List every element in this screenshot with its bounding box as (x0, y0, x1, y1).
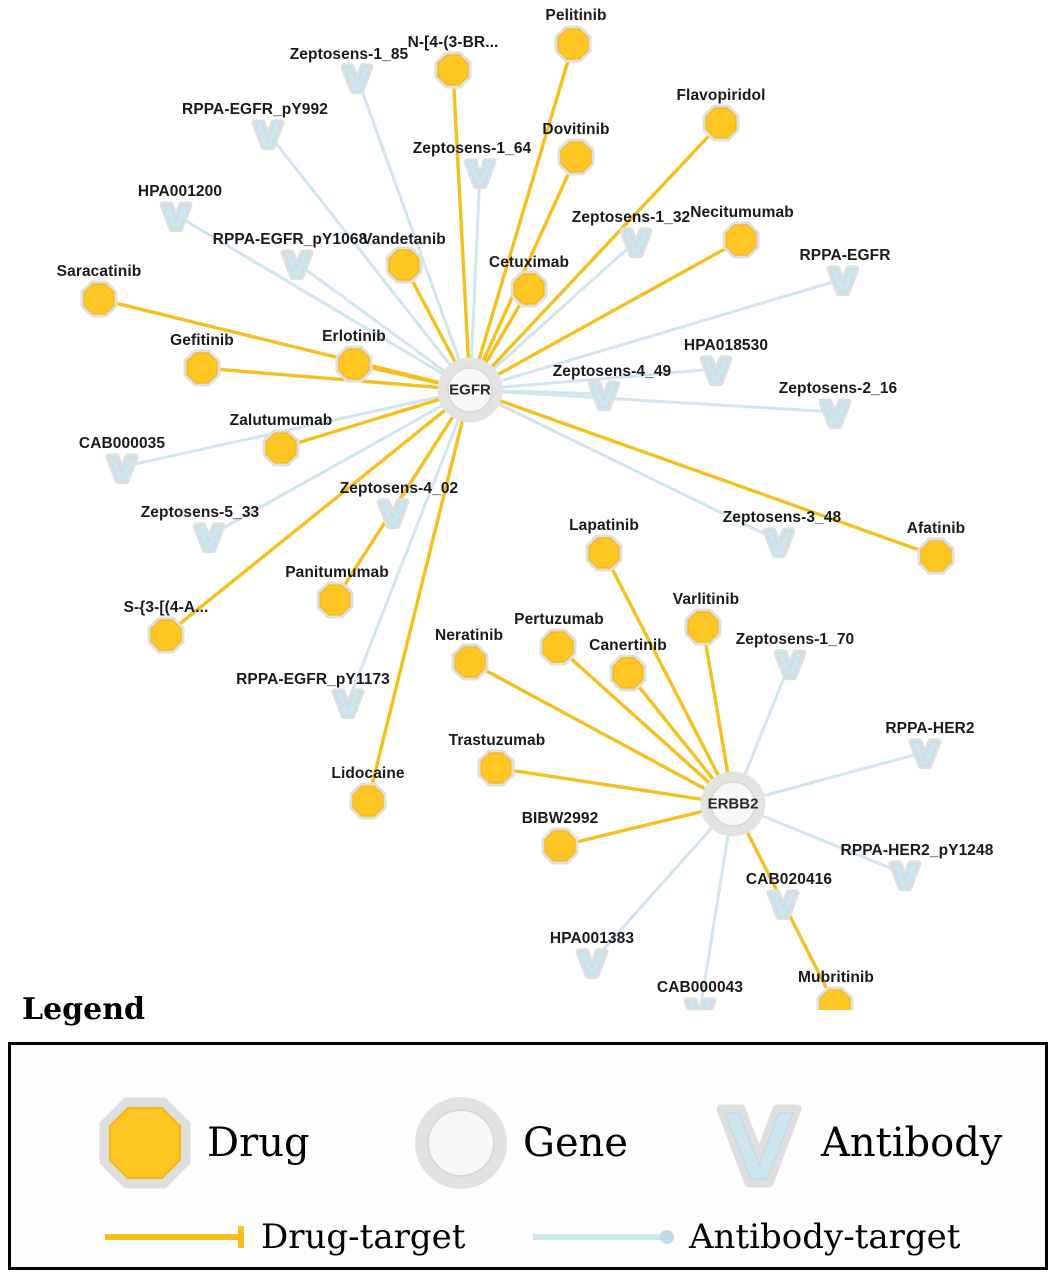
drug-label: Afatinib (906, 520, 966, 537)
drug-label: Mubritinib (798, 969, 874, 986)
drug-target-edge (470, 44, 573, 390)
drug-label: S-{3-[(4-A... (123, 599, 209, 616)
drug-label: Pertuzumab (514, 611, 604, 628)
drug-node[interactable] (84, 284, 114, 314)
drug-node[interactable] (187, 353, 217, 383)
legend-item-drug-target (103, 1217, 465, 1257)
gene-circle-icon (413, 1095, 509, 1191)
drug-label: Lidocaine (331, 765, 405, 782)
antibody-node[interactable] (163, 205, 189, 229)
drug-node[interactable] (389, 250, 419, 280)
antibody-node[interactable] (830, 269, 856, 293)
drug-node[interactable] (820, 990, 850, 1010)
drug-label: Dovitinib (542, 121, 610, 138)
drug-label: Gefitinib (170, 332, 234, 349)
antibody-node[interactable] (284, 253, 310, 277)
drug-node[interactable] (266, 433, 296, 463)
antibody-target-edge-icon (531, 1222, 681, 1252)
drug-target-edge (453, 70, 470, 390)
antibody-label: RPPA-HER2_pY1248 (840, 842, 994, 859)
gene-label: ERBB2 (707, 795, 759, 813)
drug-node[interactable] (921, 541, 951, 571)
drug-node[interactable] (589, 538, 619, 568)
antibody-label: HPA001200 (137, 183, 223, 200)
antibody-label: RPPA-EGFR_pY992 (182, 101, 328, 118)
gene-label: EGFR (449, 381, 491, 399)
drug-label: Lapatinib (569, 517, 639, 534)
drug-target-edge-icon (103, 1222, 253, 1252)
drug-node[interactable] (514, 274, 544, 304)
drug-node[interactable] (613, 658, 643, 688)
antibody-node[interactable] (109, 457, 135, 481)
drug-label: Cetuximab (488, 254, 570, 271)
legend-label-antibody: Antibody (821, 1120, 1003, 1166)
legend-item-gene (413, 1095, 628, 1191)
drug-node[interactable] (320, 585, 350, 615)
legend-title: Legend (22, 992, 146, 1027)
drug-label: Pelitinib (545, 7, 607, 24)
antibody-node[interactable] (912, 742, 938, 766)
drug-label: Canertinib (589, 637, 667, 654)
drug-node[interactable] (688, 612, 718, 642)
antibody-label: CAB000035 (78, 435, 166, 452)
legend-label-antibody-target: Antibody-target (689, 1217, 961, 1257)
antibody-node[interactable] (344, 67, 370, 91)
drug-node[interactable] (706, 108, 736, 138)
legend-item-drug (97, 1095, 310, 1191)
legend-label-drug: Drug (207, 1120, 310, 1166)
drug-label: Vandetanib (362, 231, 446, 248)
drug-label: N-[4-(3-BR... (407, 34, 499, 51)
antibody-node[interactable] (591, 384, 617, 408)
drug-label: Varlitinib (672, 591, 740, 608)
drug-label: Panitumumab (285, 564, 389, 581)
drug-octagon-icon (97, 1095, 193, 1191)
legend-label-gene: Gene (523, 1120, 629, 1166)
drug-node[interactable] (438, 55, 468, 85)
antibody-node[interactable] (766, 531, 792, 555)
antibody-label: HPA018530 (683, 337, 769, 354)
antibody-label: Zeptosens-4_02 (339, 480, 459, 497)
antibody-label: Zeptosens-1_85 (289, 46, 409, 63)
antibody-label: CAB000043 (656, 979, 744, 996)
drug-label: Trastuzumab (448, 732, 546, 749)
legend-box (8, 1042, 1048, 1270)
antibody-chevron-icon (711, 1095, 807, 1191)
drug-target-edge (470, 390, 936, 556)
antibody-label: Zeptosens-4_49 (552, 363, 672, 380)
drug-node[interactable] (558, 29, 588, 59)
antibody-node[interactable] (770, 893, 796, 917)
drug-label: Necitumumab (690, 204, 794, 221)
drug-node[interactable] (543, 632, 573, 662)
antibody-label: RPPA-EGFR (799, 247, 891, 264)
drug-label: Flavopiridol (676, 87, 766, 104)
antibody-label: Zeptosens-1_32 (571, 209, 691, 226)
antibody-label: Zeptosens-2_16 (778, 380, 898, 397)
antibody-node[interactable] (335, 692, 361, 716)
antibody-label: RPPA-EGFR_pY1173 (236, 671, 390, 688)
drug-node[interactable] (151, 620, 181, 650)
antibody-node[interactable] (467, 162, 493, 186)
drug-node[interactable] (726, 225, 756, 255)
antibody-label: Zeptosens-1_70 (735, 631, 855, 648)
antibody-label: Zeptosens-3_48 (722, 509, 842, 526)
antibody-node[interactable] (777, 653, 803, 677)
antibody-label: CAB020416 (745, 871, 833, 888)
legend-item-antibody (711, 1095, 1002, 1191)
drug-label: Neratinib (434, 627, 504, 644)
antibody-label: Zeptosens-5_33 (140, 504, 260, 521)
antibody-node[interactable] (196, 526, 222, 550)
antibody-label: Zeptosens-1_64 (412, 140, 532, 157)
antibody-node[interactable] (703, 359, 729, 383)
legend-label-drug-target: Drug-target (261, 1217, 466, 1257)
antibody-label: RPPA-EGFR_pY1068 (212, 231, 368, 248)
legend-item-antibody-target (531, 1217, 960, 1257)
drug-node[interactable] (481, 753, 511, 783)
drug-node[interactable] (561, 142, 591, 172)
drug-label: Erlotinib (322, 328, 386, 345)
drug-label: BIBW2992 (521, 810, 599, 827)
drug-label: Saracatinib (56, 263, 142, 280)
antibody-label: RPPA-HER2 (885, 720, 975, 737)
antibody-node[interactable] (892, 864, 918, 888)
drug-label: Zalutumumab (229, 412, 333, 429)
antibody-node[interactable] (579, 952, 605, 976)
antibody-label: HPA001383 (549, 930, 635, 947)
drug-node[interactable] (353, 786, 383, 816)
antibody-node[interactable] (822, 402, 848, 426)
drug-node[interactable] (545, 831, 575, 861)
drug-node[interactable] (339, 349, 369, 379)
drug-node[interactable] (455, 647, 485, 677)
